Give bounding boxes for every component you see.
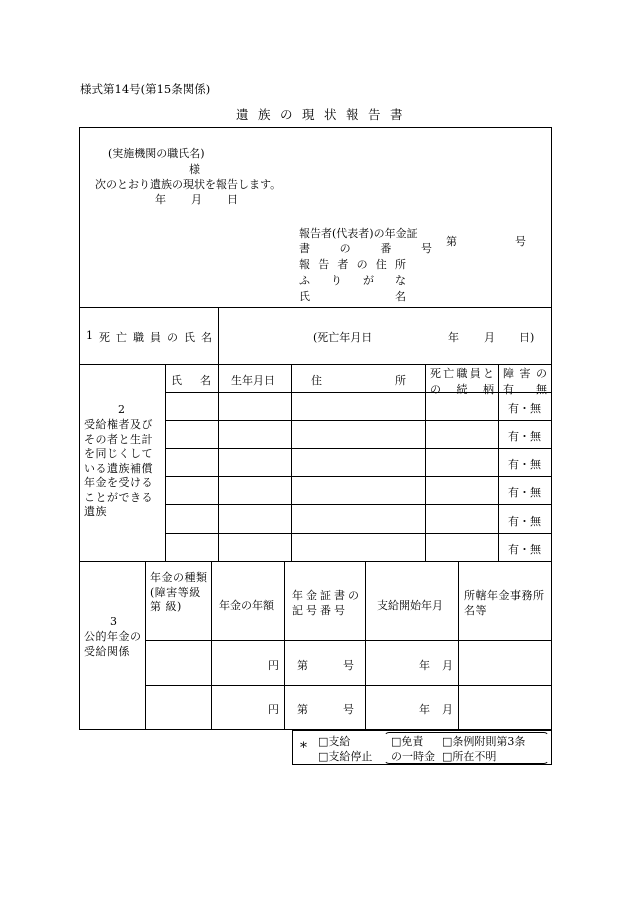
- col-birth-header: 生年月日: [231, 374, 275, 387]
- reporter-address-label: 報 告 者 の 住 所: [299, 258, 406, 271]
- col-address-header: 住 所: [311, 374, 406, 387]
- start-month: 月: [442, 703, 453, 716]
- annual-yen: 円: [268, 659, 279, 672]
- start-year: 年: [419, 703, 430, 716]
- section3-label: 公的年金の受給関係: [84, 630, 142, 658]
- jorei-checkbox[interactable]: □条例附則第3条: [442, 735, 526, 748]
- col-line: [458, 561, 459, 730]
- death-year: 年: [448, 331, 459, 344]
- shikyu-teishi-checkbox[interactable]: □支給停止: [318, 750, 373, 763]
- col-line: [498, 364, 499, 561]
- death-day: 日): [519, 331, 535, 344]
- furigana-label: ふ り が な: [299, 274, 406, 287]
- reporter-cert-label-line1: 報告者(代表者)の年金証: [299, 227, 418, 240]
- row-line: [145, 640, 552, 641]
- disability-choice[interactable]: 有・無: [508, 543, 541, 556]
- date-day: 日: [227, 193, 238, 206]
- cert-go: 号: [343, 703, 354, 716]
- col-disability-header: 障 害 の 有 無: [503, 367, 547, 396]
- statement-text: 次のとおり遺族の現状を報告します。: [95, 178, 282, 191]
- agency-name-label: (実施機関の職氏名): [108, 147, 205, 160]
- col-type-header: 年金の種類(障害等級 第 級): [150, 571, 208, 613]
- form-number-label: 様式第14号(第15条関係): [80, 82, 211, 96]
- row-line: [165, 448, 552, 449]
- col-start-header: 支給開始年月: [377, 599, 443, 612]
- divider-section2: [79, 561, 552, 562]
- col-line: [284, 561, 285, 730]
- section1-label: 1 死 亡 職 員 の 氏 名: [86, 329, 212, 344]
- shozai-fumei-checkbox[interactable]: □所在不明: [442, 750, 497, 763]
- disability-choice[interactable]: 有・無: [508, 515, 541, 528]
- date-month: 月: [191, 193, 202, 206]
- date-year: 年: [155, 193, 166, 206]
- start-month: 月: [442, 659, 453, 672]
- shikyu-checkbox[interactable]: □支給: [318, 735, 351, 748]
- cert-dai: 第: [297, 659, 308, 672]
- cert-dai: 第: [297, 703, 308, 716]
- cert-dai: 第: [446, 235, 457, 248]
- col-line: [425, 364, 426, 561]
- disability-choice[interactable]: 有・無: [508, 458, 541, 471]
- disability-choice[interactable]: 有・無: [508, 486, 541, 499]
- col-line: [211, 561, 212, 730]
- name-label: 氏 名: [299, 290, 406, 303]
- col-cert-header: 年金証書の記号番号: [292, 589, 362, 617]
- col-line: [365, 561, 366, 730]
- sama-label: 様: [189, 163, 200, 176]
- col-line: [218, 364, 219, 561]
- row-line: [165, 533, 552, 534]
- reporter-cert-label-justified: 書 の 番 号: [299, 242, 432, 255]
- reporter-cert-label-line2: [299, 240, 432, 256]
- section2-number: 2: [118, 403, 125, 416]
- row-line: [145, 685, 552, 686]
- page-title: 遺族の現状報告書: [236, 107, 413, 122]
- row-line: [165, 476, 552, 477]
- col-office-header: 所轄年金事務所名等: [464, 589, 545, 617]
- menseki-checkbox[interactable]: □免責: [391, 735, 424, 748]
- disability-choice[interactable]: 有・無: [508, 402, 541, 415]
- start-year: 年: [419, 659, 430, 672]
- col-annual-header: 年金の年額: [219, 599, 274, 612]
- row-line: [165, 420, 552, 421]
- ichijikin-label: の一時金: [391, 750, 435, 763]
- section3-number: 3: [110, 615, 117, 628]
- death-month: 月: [484, 331, 495, 344]
- row-line: [165, 504, 552, 505]
- death-date-label: (死亡年月日: [313, 331, 373, 344]
- col-line: [218, 307, 219, 364]
- asterisk-mark: *: [300, 740, 307, 756]
- cert-go: 号: [343, 659, 354, 672]
- cert-go: 号: [515, 235, 526, 248]
- disability-choice[interactable]: 有・無: [508, 430, 541, 443]
- section2-label: 受給権者及びその者と生計を同じくしている遺族補償年金を受けることができる遺族: [84, 418, 153, 518]
- col-relation-header: 死 亡 職 員 と の 続 柄: [430, 367, 494, 396]
- divider-header: [79, 307, 552, 308]
- col-line: [145, 561, 146, 730]
- col-name-header: 氏 名: [171, 374, 211, 387]
- annual-yen: 円: [268, 703, 279, 716]
- col-line: [165, 364, 166, 561]
- col-line: [291, 364, 292, 561]
